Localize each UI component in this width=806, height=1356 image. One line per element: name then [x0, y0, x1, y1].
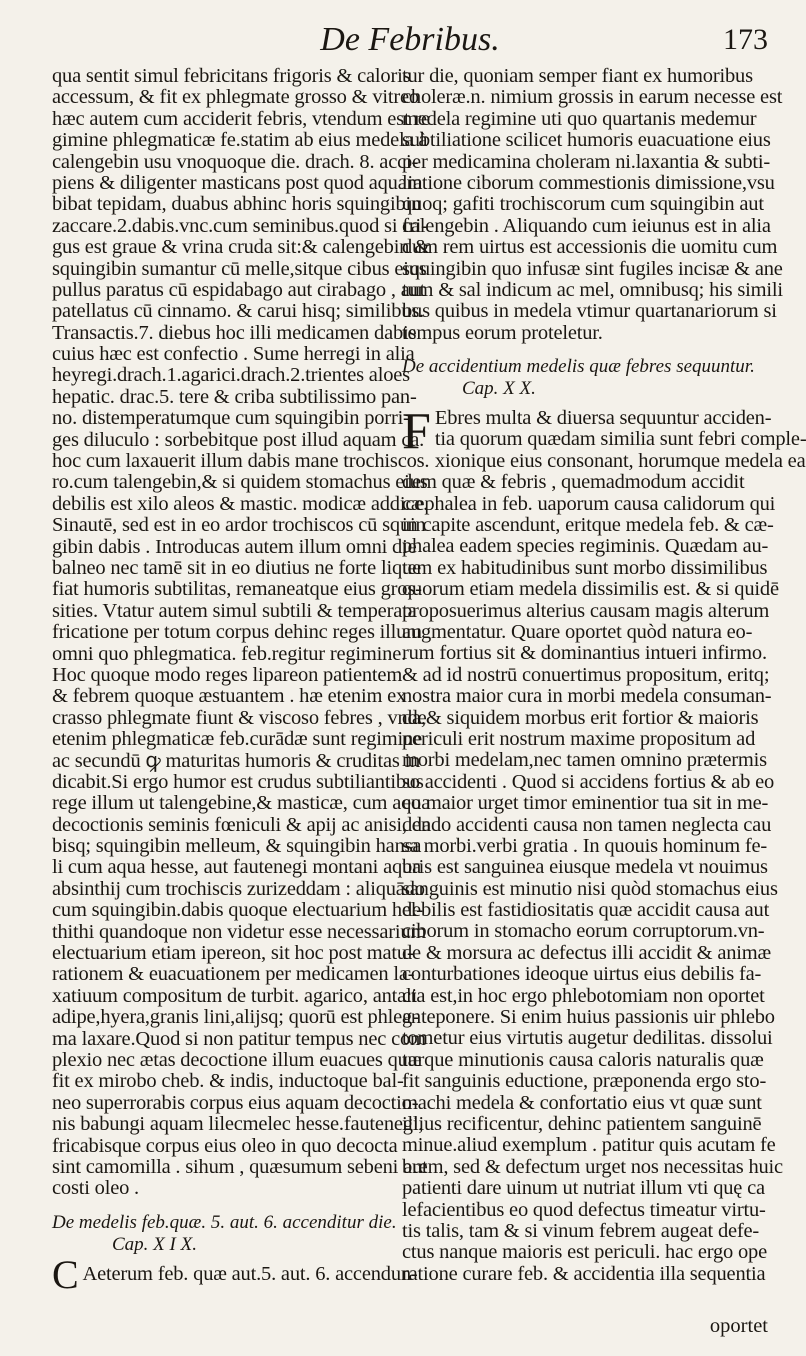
text-line: zaccare.2.dabis.vnc.cum seminibus.quod si fri- — [52, 214, 428, 237]
drop-cap-letter-f: F — [402, 403, 431, 461]
text-line: absinthij cum trochiscis zurizeddam : aliquādo — [52, 877, 425, 900]
text-line: bus quibus in medela vtimur quartanariorum si — [402, 300, 777, 323]
chapter-19-first-line — [52, 1251, 418, 1297]
text-line: pullus paratus cū espidabago aut cirabago , aut — [52, 278, 426, 301]
text-line: sint camomilla . sihum , quæsumum sebeni aut — [52, 1155, 428, 1178]
text-line: electuarium etiam ipereon, sit hoc post matu- — [52, 942, 414, 965]
text-line: tometur eius virtutis augetur dedilitas. dissolui — [402, 1027, 773, 1050]
text-line: so accidenti . Quod si accidens fortius & ab eo — [402, 770, 775, 793]
text-line: cæphalea in feb. uaporum causa calidorum qui — [402, 492, 776, 515]
text-line: nis babungi aquam lilecmelec hesse.fautenegi, — [52, 1113, 424, 1136]
chapter-19-first-line-text: Aeterum feb. quæ aut.5. aut. 6. accendun- — [82, 1262, 418, 1285]
text-line: patienti dare uinum ut nutriat illum vti quę ca — [402, 1177, 765, 1200]
chapter-number-20: Cap. X X. — [462, 378, 536, 400]
text-line: adipe,hyera,granis lini,alijsq; quorū est phleg- — [52, 1006, 419, 1029]
text-line: cuius hæc est confectio . Sume herregi in alia — [52, 343, 415, 366]
text-line: & febrem quoque æstuantem . hæ etenim ex — [52, 685, 407, 708]
text-line: choleræ.n. nimium grossis in earum necesse est — [402, 86, 783, 109]
text-line: sanguinis est minutio nisi quòd stomachus eius — [402, 877, 778, 900]
drop-cap-letter: C — [52, 1251, 79, 1297]
text-line: rum fortius sit & dominantius intueri infirmo. — [402, 642, 767, 665]
text-line: xatiuum compositum de turbit. agarico, antali — [52, 984, 418, 1007]
text-line: fiat humoris subtilitas, remaneatque eius gros- — [52, 578, 422, 601]
text-line: decoctionis seminis fœniculi & apij ac anisi, da — [52, 813, 431, 836]
text-line: tur die, quoniam semper fiant ex humoribus — [402, 65, 753, 87]
text-line: ac secundū ꝙ maturitas humoris & cruditas in — [52, 749, 421, 772]
text-line: eo maior urget timor eminentior tua sit in me- — [402, 792, 769, 815]
text-line: phalea eadem species regiminis. Quædam au- — [402, 535, 769, 558]
text-line: xionique eius consonant, horumque medela ea — [434, 449, 806, 472]
text-line: dicabit.Si ergo humor est crudus subtiliantibus — [52, 770, 424, 793]
text-line: heyregi.drach.1.agarici.drach.2.trientes aloes — [52, 364, 410, 387]
catchword: oportet — [709, 1315, 768, 1337]
text-line: Hoc quoque modo reges lipareon patientem — [52, 663, 403, 686]
text-line: liatione ciborum commestionis dimissione,vsu — [402, 171, 775, 194]
page-number: 173 — [723, 23, 768, 56]
text-line: turque minutionis causa caloris naturalis quæ — [402, 1048, 764, 1071]
text-line: per medicamina choleram ni.laxantia & subti- — [402, 150, 771, 173]
text-line: fricabisque corpus eius oleo in quo decocta — [52, 1134, 398, 1157]
text-line: morbi medelam,nec tamen omnino prætermis — [402, 749, 767, 772]
text-line: brem, sed & defectum urget nos necessitas huic — [402, 1155, 783, 1178]
text-line: fit sanguinis eductione, præponenda ergo sto- — [402, 1070, 767, 1093]
text-line: nostra maior cura in morbi medela consuman- — [402, 685, 772, 708]
right-text-block-top — [402, 66, 787, 344]
text-line: thithi quandoque non videtur esse necessarium — [52, 920, 427, 943]
text-line: calengebin . Aliquando cum ieiunus est in alia — [402, 214, 771, 237]
text-line: debilis est xilo aleos & mastic. modicæ addice. — [52, 492, 429, 515]
text-line: tis talis, tam & si vinum febrem augeat defe- — [402, 1219, 760, 1242]
text-line: etenim phlegmaticæ feb.curādæ sunt regimine — [52, 728, 422, 751]
text-line: dendo accidenti causa non tamen neglecta cau — [402, 813, 772, 836]
text-line: bibat tepidam, duabus abhinc horis squingibin — [52, 193, 422, 216]
text-line: medela regimine uti quo quartanis medemur — [402, 107, 757, 130]
text-line: calengebin usu vnoquoque die. drach. 8. acci- — [52, 150, 419, 173]
text-line: ciborum in stomacho eorum corruptorum.vn- — [402, 920, 765, 943]
text-line: squingibin sumantur cū melle,sitque cibus eius — [52, 257, 427, 280]
chapter-heading-19: De medelis feb.quæ. 5. aut. 6. accenditur die. — [52, 1211, 397, 1233]
running-title: De Febribus. — [320, 21, 500, 58]
text-line: debilis est fastidiositatis quæ accidit causa aut — [402, 899, 770, 922]
left-text-block — [52, 65, 431, 1200]
text-line: illius recificentur, dehinc patientem sanguinē — [402, 1112, 762, 1135]
text-line: crasso phlegmate fiunt & viscoso febres , vnde — [52, 706, 427, 729]
text-line: subtiliatione scilicet humoris euacuatione eius — [402, 129, 771, 152]
text-line: rege illum ut talengebine,& masticæ, cum aqua — [52, 792, 431, 815]
text-line: gimine phlegmaticæ fe.statim ab eius medela à — [52, 129, 428, 152]
text-line: quoq; gafiti trochiscorum cum squingibin aut — [402, 193, 764, 216]
text-line: fit ex mirobo cheb. & indis, inductoque bal- — [52, 1070, 404, 1093]
text-line: plexio nec ætas decoctione illum euacues quæ — [52, 1048, 422, 1071]
text-line: sities. Vtatur autem simul subtili & temperata — [52, 599, 417, 622]
text-line: bris est sanguinea eiusque medela vt nouimus — [402, 856, 768, 879]
text-line: sa morbi.verbi gratia . In quouis hominum fe- — [402, 834, 768, 857]
text-line: ro.cum talengebin,& si quidem stomachus eius — [52, 471, 428, 494]
text-line: bisq; squingibin melleum, & squingibin hansa — [52, 835, 422, 858]
text-line: & ad id nostrū conuertimus propositum, eritq; — [402, 663, 770, 686]
text-line: balneo nec tamē sit in eo diutius ne forte lique — [52, 556, 421, 579]
text-line: quorum etiam medela dissimilis est. & si quidē — [402, 578, 779, 601]
text-line: costi oleo . — [52, 1177, 139, 1200]
text-line: omni quo phlegmatica. feb.regitur regimine. — [52, 642, 407, 665]
text-line: tem ex habitudinibus sunt morbo dissimilibus — [402, 556, 768, 579]
text-line: tempus eorum proteletur. — [402, 321, 603, 344]
text-line: hoc cum laxauerit illum dabis mane trochiscos. — [52, 450, 430, 473]
text-line: lefacientibus eo quod defectus timeatur virtu- — [402, 1198, 766, 1221]
text-line: da,& siquidem morbus erit fortior & maioris — [402, 706, 759, 729]
text-line: conturbationes ideoque uirtus eius debilis fa- — [402, 963, 762, 986]
text-line: fricatione per totum corpus dehinc reges illum — [52, 621, 422, 644]
text-line: cta est,in hoc ergo phlebotomiam non oportet — [402, 984, 765, 1007]
text-line: ctus nanque maioris est periculi. hac ergo ope — [402, 1241, 767, 1264]
left-column — [52, 65, 431, 1297]
text-line: hepatic. drac.5. tere & criba subtilissimo pan- — [52, 385, 417, 408]
text-line: tia quorum quædam similia sunt febri comple- — [434, 428, 806, 451]
text-line: ratione curare feb. & accidentia illa sequentia — [402, 1262, 766, 1285]
text-line: in capite ascendunt, eritque medela feb. & cæ- — [402, 514, 774, 537]
chapter-heading-20: De accidentium medelis quæ febres sequuntur. — [402, 356, 755, 378]
text-line: Transactis.7. diebus hoc illi medicamen dabis — [52, 321, 417, 344]
text-line: periculi erit nostrum maxime propositum ad — [402, 727, 756, 750]
text-line: gus est graue & vrina cruda sit:& calengebin & — [52, 236, 430, 259]
text-line: ges diluculo : sorbebitque post illud aquam ca. — [52, 428, 425, 451]
text-line: accessum, & fit ex phlegmate grosso & vitreo — [52, 86, 419, 109]
text-line: squingibin quo infusæ sint fugiles incisæ & ane — [402, 257, 783, 280]
text-line: rationem & euacuationem per medicamen la- — [52, 963, 415, 986]
text-line: augmentatur. Quare oportet quòd natura eo- — [402, 620, 753, 643]
chapter-number-19: Cap. X I X. — [112, 1233, 197, 1255]
text-line: proposuerimus alterius causam magis alterum — [402, 599, 770, 622]
text-line: gibin dabis . Introducas autem illum omni die — [52, 535, 417, 558]
text-line: patellatus cū cinnamo. & carui hisq; similibus. — [52, 300, 425, 323]
text-line: li cum aqua hesse, aut fautenegi montani aqua — [52, 856, 421, 879]
text-line: minue.aliud exemplum . patitur quis acutam fe — [402, 1134, 776, 1157]
text-line: anteponere. Si enim huius passionis uir phlebo — [402, 1006, 775, 1029]
running-head — [0, 14, 800, 64]
text-line: piens & diligenter masticans post quod aquam — [52, 171, 423, 194]
text-line: Sinautē, sed est in eo ardor trochiscos cū squin — [52, 514, 426, 537]
text-line: de & morsura ac defectus illi accidit & animæ — [402, 941, 771, 964]
text-line: neo superrorabis corpus eius aquam decoctio- — [52, 1091, 419, 1114]
text-line: ma laxare.Quod si non patitur tempus nec com — [52, 1027, 426, 1050]
right-column — [402, 65, 806, 1285]
right-text-block-bottom — [402, 428, 806, 1285]
chapter-20-opening — [402, 403, 806, 1285]
text-line: hæc autem cum acciderit febris, vtendum est re — [52, 107, 430, 130]
text-line: machi medela & confortatio eius vt quæ sunt — [402, 1091, 762, 1114]
text-line: qua sentit simul febricitans frigoris & caloris — [52, 65, 411, 87]
text-line: dum rem uirtus est accessionis die uomitu cum — [402, 236, 778, 259]
text-line: no. distemperatumque cum squingibin porri- — [52, 407, 410, 430]
chapter-20-first-line: Ebres multa & diuersa sequuntur acciden- — [434, 407, 772, 430]
text-line: cum squingibin.dabis quoque electuarium hel- — [52, 899, 423, 922]
text-line: tum & sal indicum ac mel, omnibusq; his simili — [402, 278, 783, 301]
text-line: dem quæ & febris , quemadmodum accidit — [402, 471, 745, 494]
